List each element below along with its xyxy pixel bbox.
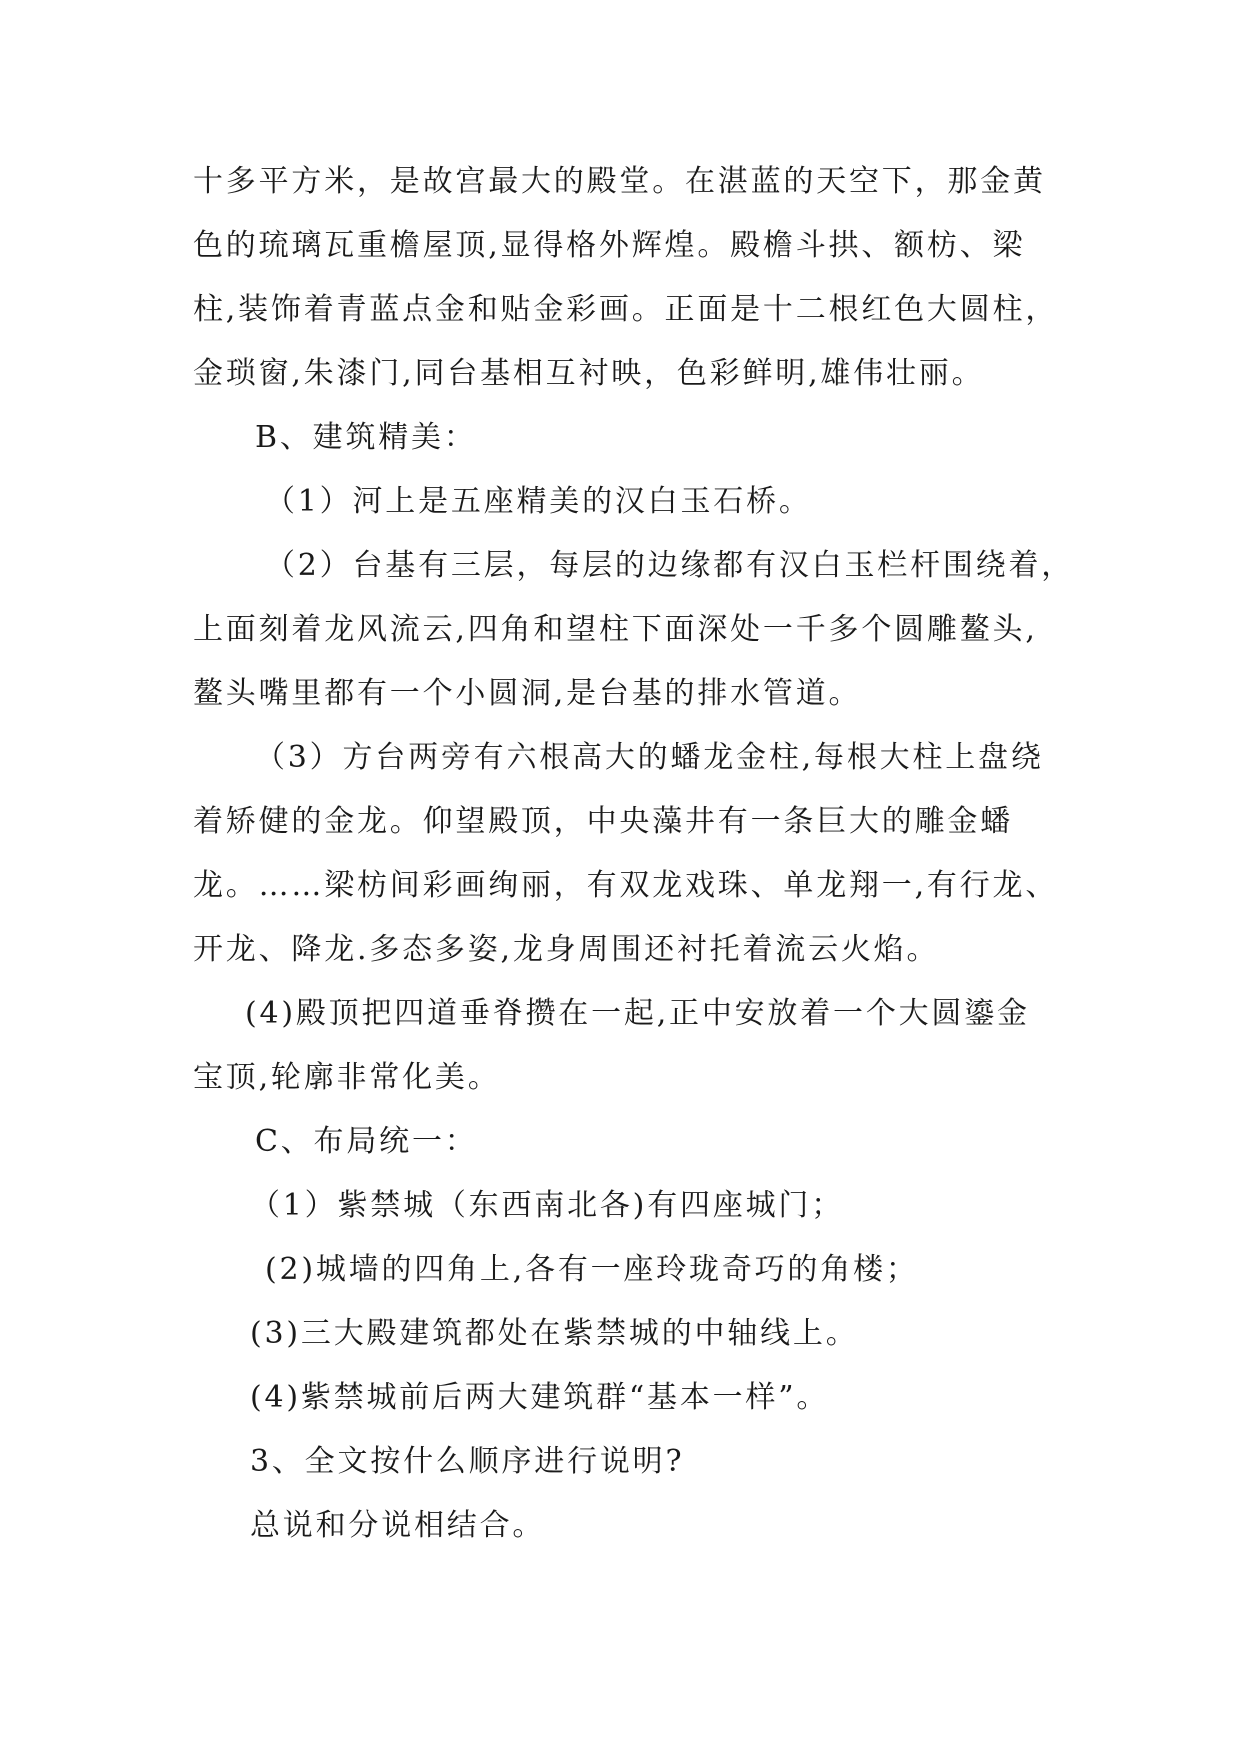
paragraph-line: 鳌头嘴里都有一个小圆洞,是台基的排水管道。 [193,676,862,711]
paragraph-line: 金琐窗,朱漆门,同台基相互衬映，色彩鲜明,雄伟壮丽。 [193,356,985,391]
list-item-2: (2)城墙的四角上,各有一座玲珑奇巧的角楼； [265,1252,919,1287]
paragraph-line: 柱,装饰着青蓝点金和贴金彩画。正面是十二根红色大圆柱， [193,292,1059,327]
paragraph-line: 宝顶,轮廓非常化美。 [193,1060,501,1095]
paragraph-line: 十多平方米，是故宫最大的殿堂。在湛蓝的天空下，那金黄 [193,164,1046,199]
list-item-3: (3)三大殿建筑都处在紫禁城的中轴线上。 [250,1316,859,1351]
list-item-4: (4)殿顶把四道垂脊攒在一起,正中安放着一个大圆鎏金 [245,996,1030,1031]
answer-3: 总说和分说相结合。 [250,1508,546,1543]
section-heading-b: B、建筑精美： [255,420,477,455]
paragraph-line: 开龙、降龙.多态多姿,龙身周围还衬托着流云火焰。 [193,932,940,967]
list-item-3: （3）方台两旁有六根高大的蟠龙金柱,每根大柱上盘绕 [255,740,1044,775]
question-3: 3、全文按什么顺序进行说明? [250,1444,685,1479]
section-heading-c: C、布局统一： [255,1124,478,1159]
list-item-1: （1）紫禁城（东西南北各)有四座城门； [250,1188,844,1223]
list-item-1: （1）河上是五座精美的汉白玉石桥。 [265,484,812,519]
paragraph-line: 上面刻着龙风流云,四角和望柱下面深处一千多个圆雕鳌头, [193,612,1038,647]
paragraph-line: 龙。……梁枋间彩画绚丽，有双龙戏珠、单龙翔一,有行龙、 [193,868,1059,903]
paragraph-line: 色的琉璃瓦重檐屋顶,显得格外辉煌。殿檐斗拱、额枋、梁 [193,228,1026,263]
list-item-2: （2）台基有三层，每层的边缘都有汉白玉栏杆围绕着， [265,548,1075,583]
paragraph-line: 着矫健的金龙。仰望殿顶，中央藻井有一条巨大的雕金蟠 [193,804,1013,839]
list-item-4: (4)紫禁城前后两大建筑群“基本一样”。 [250,1380,830,1415]
